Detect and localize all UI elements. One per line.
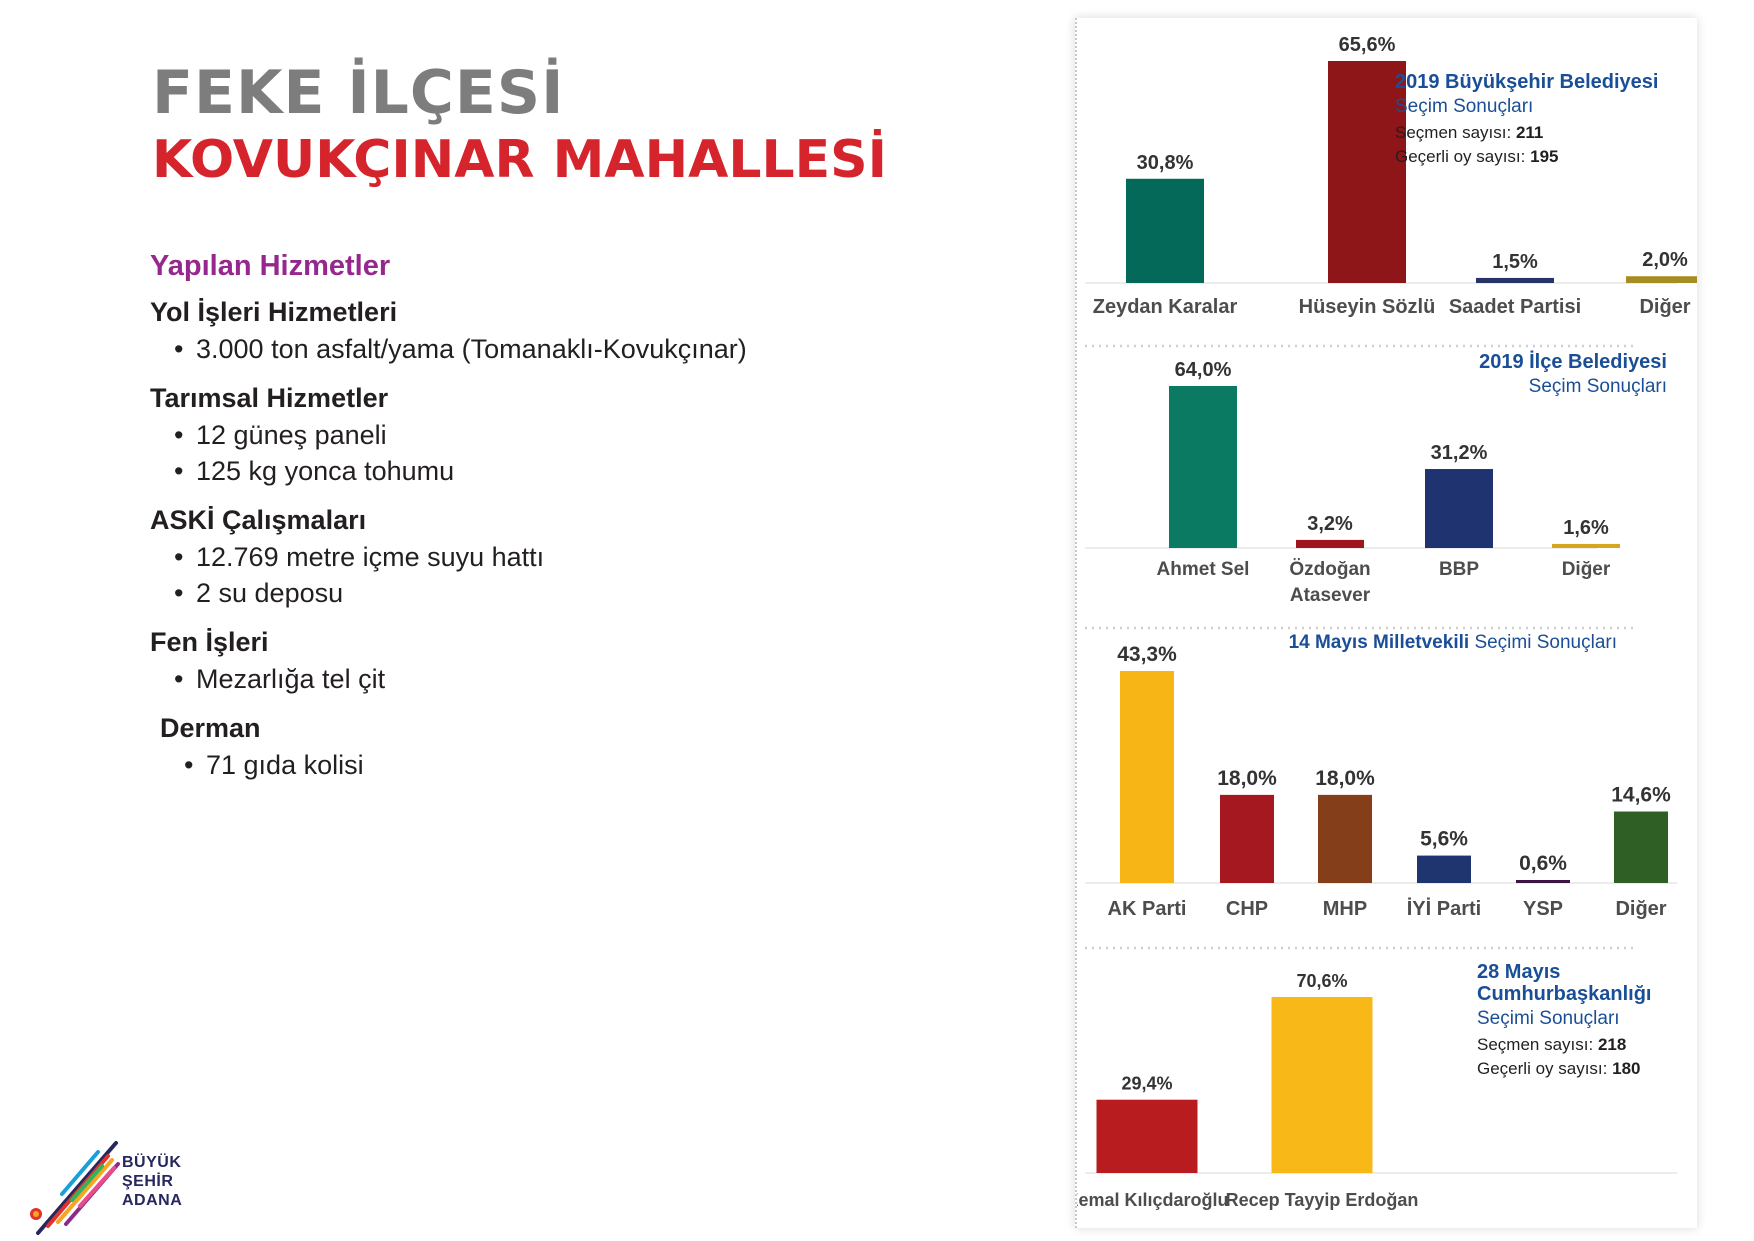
chart-3-category-label: MHP [1322,898,1368,920]
chart-4-bar [1097,1100,1198,1173]
chart-1-category-label: Saadet Partisi [1448,296,1582,318]
chart-3-data-label: 43,3% [1117,643,1177,666]
logo-line: ADANA [122,1192,183,1209]
chart-1-info-line: Geçerli oy sayısı: 195 [1395,147,1559,166]
chart-1-data-label: 1,5% [1492,250,1538,273]
chart-3-bar [1120,671,1174,883]
chart-3-data-label: 5,6% [1420,827,1468,851]
chart-1-data-label: 30,8% [1136,151,1194,174]
service-group-title: Yol İşleri Hizmetleri [150,297,398,327]
chart-1-bar [1476,278,1554,283]
chart-1-title: 2019 Büyükşehir Belediyesi [1395,71,1659,93]
chart-3-bar [1614,812,1668,883]
services-heading: Yapılan Hizmetler [150,250,391,282]
chart-1-data-label: 2,0% [1642,249,1688,272]
chart-3-category-label: Diğer [1615,898,1667,920]
election-charts [1077,18,1697,1228]
chart-2-title: 2019 İlçe Belediyesi [1479,351,1667,373]
chart-1-subtitle: Seçim Sonuçları [1395,96,1534,117]
chart-3-data-label: 18,0% [1217,766,1277,790]
chart-2-category-label: Atasever [1289,585,1371,606]
district-title: FEKE İLÇESİ [152,58,565,128]
service-group-title: Derman [160,713,261,743]
chart-1-category-label: Zeydan Karalar [1092,296,1238,318]
chart-4-data-label: 29,4% [1121,1073,1173,1094]
chart-2-category-label: Diğer [1561,559,1611,580]
chart-4-data-label: 70,6% [1296,971,1348,991]
chart-1-bar [1126,179,1204,283]
chart-4-info-line: Seçmen sayısı: 218 [1477,1035,1627,1054]
neighborhood-title: KOVUKÇINAR MAHALLESİ [152,130,887,190]
service-group-title: ASKİ Çalışmaları [150,505,367,535]
service-group-agriculture [150,381,910,489]
chart-3-title: 14 Mayıs Milletvekili Seçimi Sonuçları [1288,632,1617,653]
chart-2-data-label: 3,2% [1307,512,1353,535]
service-item: • 71 gıda kolisi [184,747,910,783]
service-item: • 12 güneş paneli [174,417,910,453]
chart-2-bar [1552,544,1620,548]
chart-4-info-line: Geçerli oy sayısı: 180 [1477,1059,1641,1078]
chart-2-category-label: BBP [1438,559,1480,580]
chart-4-category-label: Recep Tayyip Erdoğan [1225,1190,1419,1210]
chart-1-data-label: 65,6% [1338,34,1396,56]
service-group-derman [160,711,910,783]
chart-3-data-label: 18,0% [1315,766,1375,790]
services-section [150,250,910,797]
service-group-title: Fen İşleri [150,627,269,657]
chart-2-data-label: 31,2% [1430,442,1488,465]
chart-2-bar [1169,386,1237,548]
chart-2-category-label: Ahmet Sel [1156,559,1250,580]
election-results-panel [1075,18,1697,1228]
chart-4-category-label: Kemal Kılıçdaroğlu [1077,1190,1229,1210]
service-item: • 125 kg yonca tohumu [174,453,910,489]
chart-1-info-line: Seçmen sayısı: 211 [1395,123,1544,142]
service-item: • Mezarlığa tel çit [174,661,910,697]
service-group-title: Tarımsal Hizmetler [150,383,389,413]
chart-1-bar [1626,276,1697,283]
chart-4-subtitle: Seçimi Sonuçları [1477,1008,1620,1029]
logo-line: ŞEHİR [122,1173,174,1190]
chart-3-data-label: 0,6% [1519,852,1567,875]
chart-1-category-label: Diğer [1639,296,1691,318]
service-item: • 3.000 ton asfalt/yama (Tomanaklı-Kovukçınar) [174,331,910,367]
logo-line: BÜYÜK [122,1154,182,1171]
service-item: • 2 su deposu [174,575,910,611]
logo-text [122,1153,182,1210]
service-item: • 12.769 metre içme suyu hattı [174,539,910,575]
chart-2-bar [1296,540,1364,548]
service-group-road [150,295,910,367]
chart-1-category-label: Hüseyin Sözlü [1298,296,1436,318]
chart-1-bar [1328,61,1406,283]
chart-4-title: 28 Mayıs Cumhurbaşkanlığı [1477,961,1652,1005]
chart-3-bar [1417,856,1471,883]
service-group-aski [150,503,910,611]
chart-2-bar [1425,469,1493,548]
chart-3-category-label: CHP [1225,898,1269,920]
chart-2-data-label: 64,0% [1174,359,1232,381]
chart-3-data-label: 14,6% [1611,783,1671,807]
chart-2-data-label: 1,6% [1563,516,1609,539]
chart-3-category-label: İYİ Parti [1406,898,1482,920]
chart-4-bar [1272,997,1373,1173]
service-group-fen [150,625,910,697]
chart-2-category-label: Özdoğan [1289,559,1371,580]
chart-3-bar [1318,795,1372,883]
chart-3-bar [1516,880,1570,883]
chart-2-subtitle: Seçim Sonuçları [1528,376,1667,397]
chart-3-bar [1220,795,1274,883]
chart-3-category-label: YSP [1522,898,1564,920]
chart-3-category-label: AK Parti [1107,898,1187,920]
